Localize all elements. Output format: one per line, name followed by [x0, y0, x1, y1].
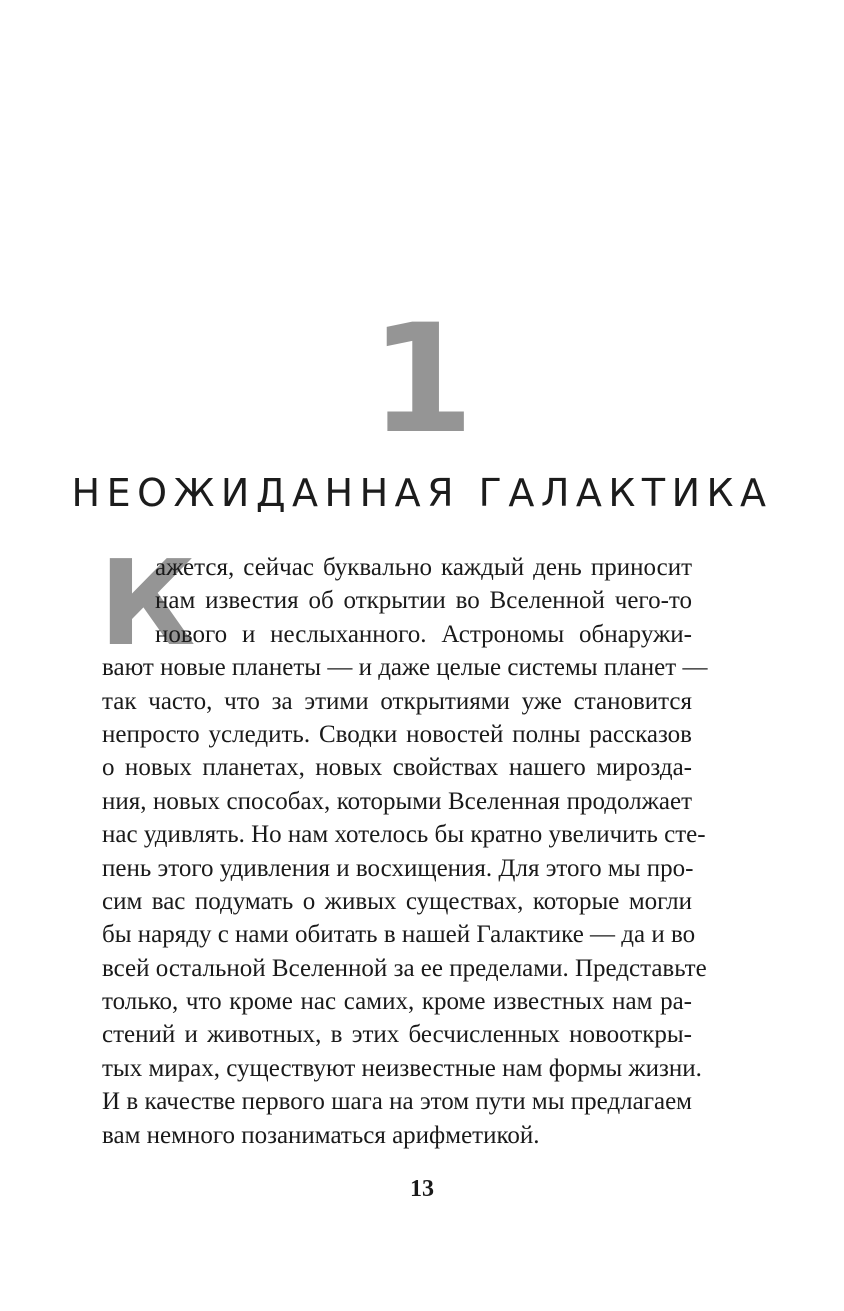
text-line: о новых планетах, новых свойствах нашего мирозда- [102, 754, 692, 782]
text-line: нам известия об открытии во Вселенной чего-то [155, 587, 692, 615]
text-line: ния, новых способах, которыми Вселенная продолжает [102, 787, 692, 815]
text-line: всей остальной Вселенной за ее пределами. Представьте [102, 954, 707, 982]
text-line: так часто, что за этими открытиями уже становится [102, 687, 692, 715]
body-paragraph [102, 551, 708, 1152]
text-line: непросто уследить. Сводки новостей полны рассказов [102, 720, 692, 748]
text-line: бы наряду с нами обитать в нашей Галактике — да и во [102, 921, 696, 949]
text-line: сим вас подумать о живых существах, которые могли [102, 887, 692, 915]
text-line: нас удивлять. Но нам хотелось бы кратно увеличить сте- [102, 821, 706, 849]
text-line: И в качестве первого шага на этом пути мы предлагаем [102, 1088, 692, 1116]
chapter-title: НЕОЖИДАННАЯ ГАЛАКТИКА [71, 471, 773, 515]
text-line: стений и животных, в этих бесчисленных новооткры- [102, 1021, 692, 1049]
text-line: только, что кроме нас самих, кроме известных нам ра- [102, 988, 692, 1016]
drop-cap: К [99, 534, 196, 672]
text-line: нового и неслыханного. Астрономы обнаружи- [155, 620, 692, 648]
page-number: 13 [410, 1176, 434, 1202]
text-line: вам немного позаниматься арифметикой. [102, 1121, 540, 1149]
chapter-number: 1 [369, 293, 475, 467]
text-line: пень этого удивления и восхищения. Для этого мы про- [102, 854, 694, 882]
text-line: ажется, сейчас буквально каждый день приносит [155, 554, 692, 581]
text-line: вают новые планеты — и даже целые системы планет — [102, 654, 708, 682]
text-line: тых мирах, существуют неизвестные нам формы жизни. [102, 1054, 702, 1082]
